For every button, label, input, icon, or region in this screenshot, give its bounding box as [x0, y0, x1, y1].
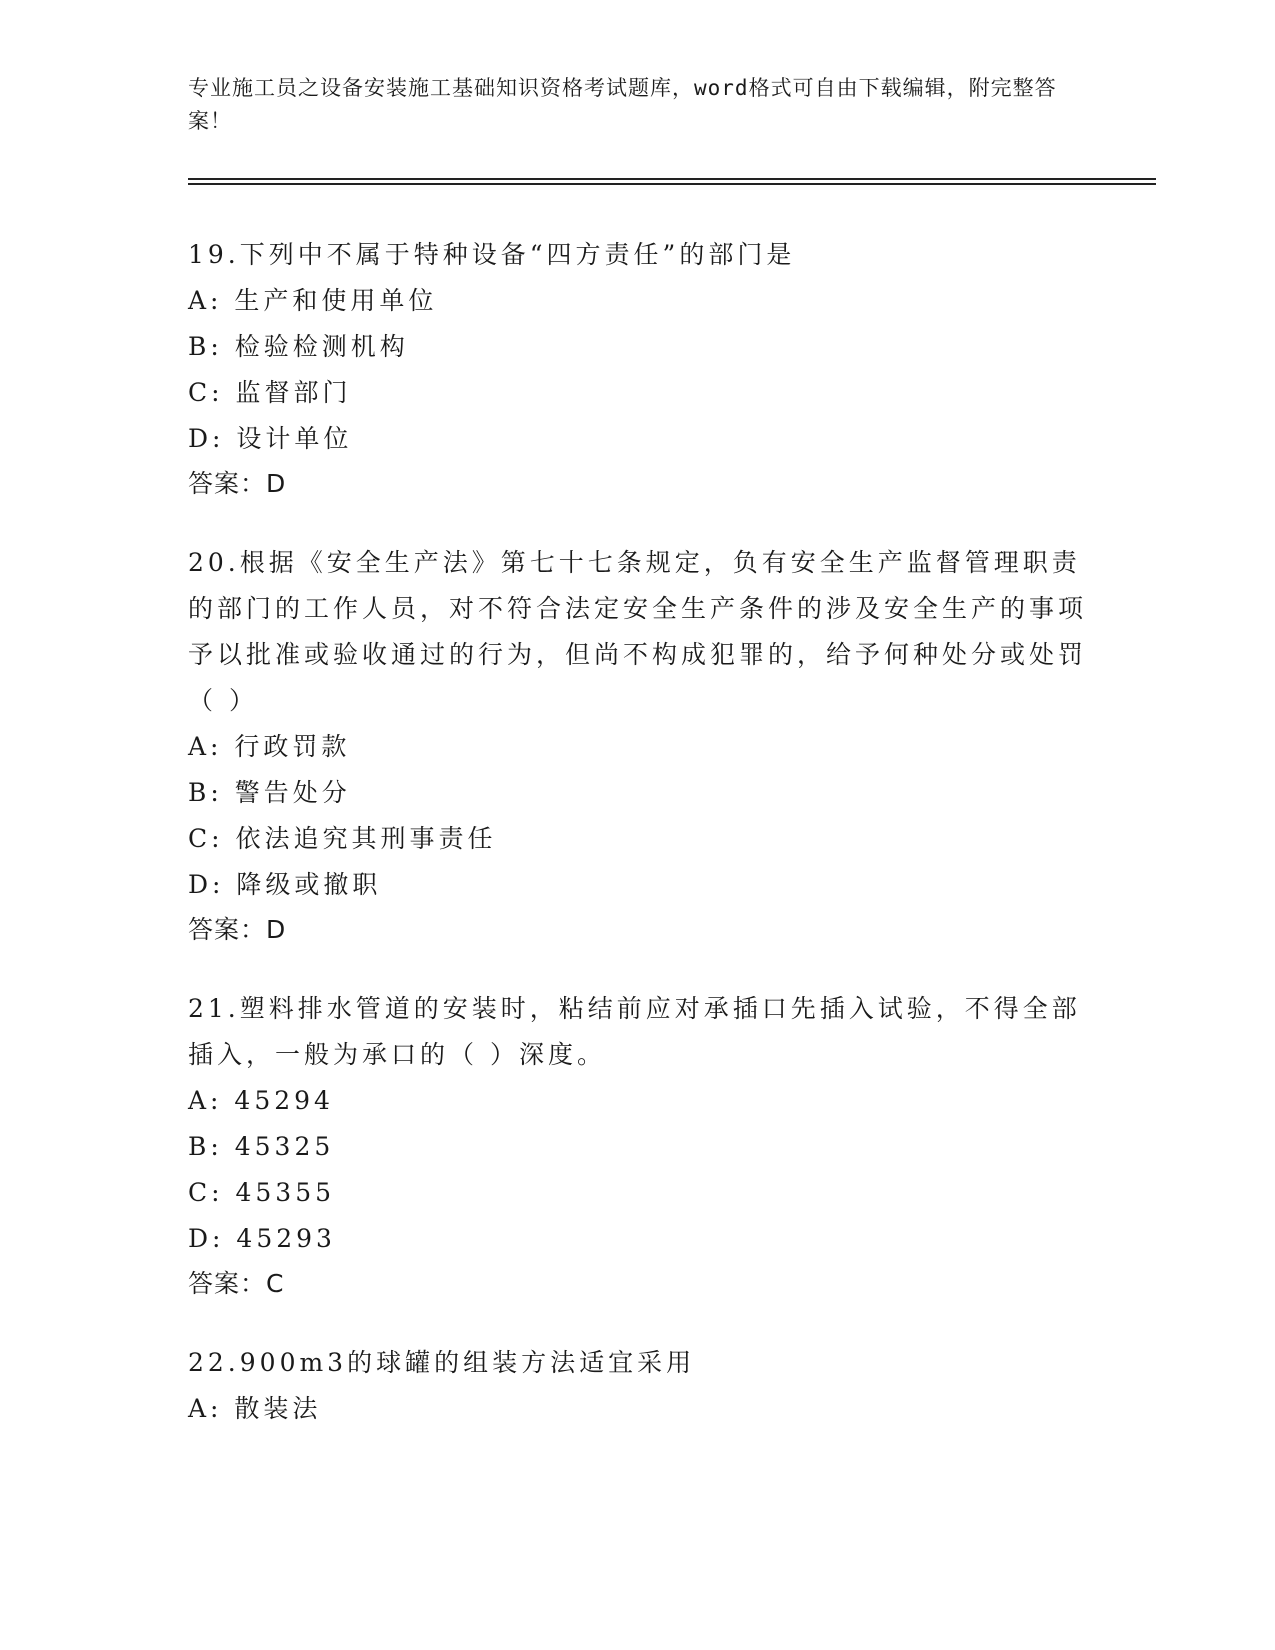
question-text: 22.900m3的球罐的组装方法适宜采用 [188, 1348, 696, 1377]
answer-text: 答案：D [188, 469, 287, 498]
question-text: 19.下列中不属于特种设备“四方责任”的部门是 [188, 240, 796, 269]
question-list [188, 232, 1088, 1466]
header-divider-top [188, 178, 1156, 180]
document-header [188, 72, 1068, 138]
question-text: 20.根据《安全生产法》第七十七条规定，负有安全生产监督管理职责的部门的工作人员，对不符合法定安全生产条件的涉及安全生产的事项予以批准或验收通过的行为，但尚不构成犯罪的，给予何种处分或处罚（ ） [188, 548, 1088, 715]
option-c: C: 监督部门 [188, 378, 352, 407]
option-d: D: 45293 [188, 1224, 336, 1253]
option-a: A: 生产和使用单位 [188, 286, 438, 315]
option-d: D: 降级或撤职 [188, 870, 382, 899]
question-text: 21.塑料排水管道的安装时，粘结前应对承插口先插入试验，不得全部插入，一般为承口的（ ）深度。 [188, 994, 1081, 1069]
option-c: C: 依法追究其刑事责任 [188, 824, 497, 853]
option-a: A: 散装法 [188, 1394, 322, 1423]
option-b: B: 45325 [188, 1132, 335, 1161]
option-b: B: 警告处分 [188, 778, 351, 807]
answer-text: 答案：C [188, 1269, 285, 1298]
question-19 [188, 232, 1088, 506]
question-22 [188, 1340, 1088, 1432]
option-a: A: 行政罚款 [188, 732, 351, 761]
option-d: D: 设计单位 [188, 424, 353, 453]
option-c: C: 45355 [188, 1178, 336, 1207]
question-20 [188, 540, 1088, 952]
header-divider-bottom [188, 183, 1156, 185]
header-text: 专业施工员之设备安装施工基础知识资格考试题库，word格式可自由下载编辑，附完整答案！ [188, 76, 1057, 133]
option-a: A: 45294 [188, 1086, 334, 1115]
option-b: B: 检验检测机构 [188, 332, 409, 361]
question-21 [188, 986, 1088, 1306]
answer-text: 答案：D [188, 915, 287, 944]
